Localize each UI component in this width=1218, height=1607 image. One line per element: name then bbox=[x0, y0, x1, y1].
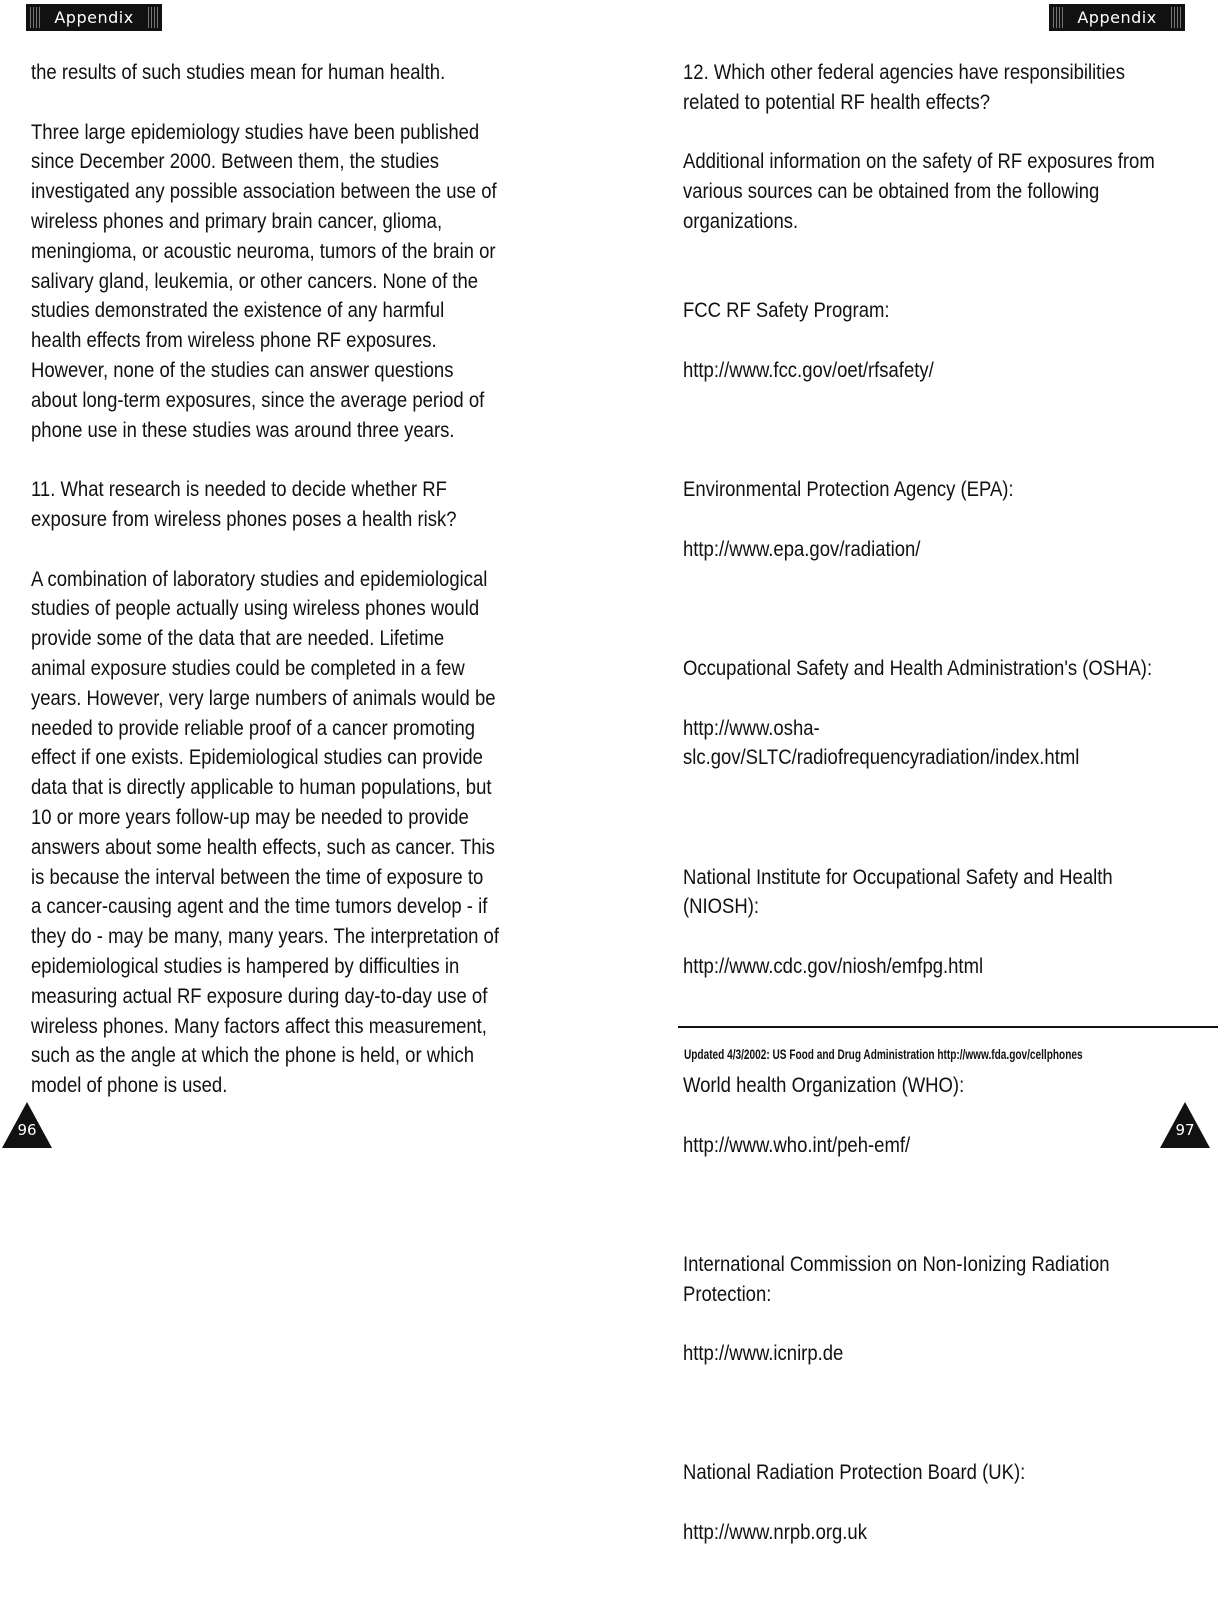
page-number-badge bbox=[1158, 1100, 1212, 1150]
footer-update-note: Updated 4/3/2002: US Food and Drug Administration http://www.fda.gov/cellphones bbox=[684, 1046, 1083, 1062]
right-column-text bbox=[683, 58, 1213, 1607]
org-url[interactable]: http://www.fcc.gov/oet/rfsafety/ bbox=[683, 357, 934, 382]
org-name: International Commission on Non-Ionizing Radiation Protection: bbox=[683, 1251, 1110, 1306]
footer-divider bbox=[678, 1026, 1218, 1028]
org-url[interactable]: http://www.epa.gov/radiation/ bbox=[683, 536, 921, 561]
appendix-tab: Appendix bbox=[1049, 4, 1185, 31]
org-name: Occupational Safety and Health Administration's (OSHA): bbox=[683, 655, 1153, 680]
org-url[interactable]: http://www.nrpb.org.uk bbox=[683, 1520, 867, 1545]
org-entry bbox=[683, 1429, 1213, 1578]
org-name: National Radiation Protection Board (UK): bbox=[683, 1460, 1026, 1485]
paragraph-studies: Three large epidemiology studies have been published since December 2000. Between them, the studies investigated any possible association between the use of wireless phones and primary brain cancer, glioma, meningioma, or acoustic neuroma, tumors of the brain or salivary gland, leukemia, or other cancers. None of the studies demonstrated the existence of any harmful health effects from wireless phone RF exposures. However, none of the studies can answer questions about long-term exposures, since the average period of phone use in these studies was around three years. bbox=[31, 119, 497, 442]
org-name: FCC RF Safety Program: bbox=[683, 298, 890, 323]
org-name: World health Organization (WHO): bbox=[683, 1073, 965, 1098]
question-12: 12. Which other federal agencies have responsibilities related to potential RF health effects? bbox=[683, 60, 1125, 114]
paragraph-organizations-intro: Additional information on the safety of RF exposures from various sources can be obtained from the following organizations. bbox=[683, 149, 1155, 233]
org-name: Environmental Protection Agency (EPA): bbox=[683, 477, 1014, 502]
page-number: 97 bbox=[1175, 1121, 1195, 1139]
paragraph-answer-11: A combination of laboratory studies and epidemiological studies of people actually using wireless phones would provide some of the data that are needed. Lifetime animal exposure studies could be completed in a few years. However, very large numbers of animals would be needed to provide reliable proof of a cancer promoting effect if one exists. Epidemiological studies can provide data that is directly applicable to human populations, but 10 or more years follow-up may be needed to provide answers about some health effects, such as cancer. This is because the interval between the time of exposure to a cancer-causing agent and the time tumors develop - if they do - may be many, many years. The interpretation of epidemiological studies is hampered by difficulties in measuring actual RF exposure during day-to-day use of wireless phones. Many factors affect this measurement, such as the angle at which the phone is held, or which model of phone is used. bbox=[31, 566, 499, 1098]
org-url[interactable]: http://www.icnirp.de bbox=[683, 1341, 844, 1366]
org-entry bbox=[683, 445, 1213, 594]
org-entry bbox=[683, 1041, 1213, 1190]
appendix-tab: Appendix bbox=[26, 4, 162, 31]
page-number: 96 bbox=[17, 1121, 37, 1139]
org-url[interactable]: http://www.cdc.gov/niosh/emfpg.html bbox=[683, 953, 984, 978]
right-page bbox=[609, 0, 1218, 1545]
org-url[interactable]: http://www.who.int/peh-emf/ bbox=[683, 1132, 911, 1157]
org-entry bbox=[683, 833, 1213, 1012]
paragraph-intro: the results of such studies mean for human health. bbox=[31, 60, 446, 84]
left-page bbox=[0, 0, 609, 1150]
org-entry bbox=[683, 624, 1213, 803]
org-url[interactable]: http://www.osha- slc.gov/SLTC/radiofrequencyradiation/index.html bbox=[683, 715, 1080, 770]
left-column-text bbox=[31, 58, 556, 1131]
org-entry bbox=[683, 267, 1213, 416]
question-11: 11. What research is needed to decide whether RF exposure from wireless phones poses a health risk? bbox=[31, 477, 457, 531]
org-name: National Institute for Occupational Safety and Health (NIOSH): bbox=[683, 864, 1113, 919]
page-number-badge bbox=[0, 1100, 54, 1150]
org-entry bbox=[683, 1220, 1213, 1399]
